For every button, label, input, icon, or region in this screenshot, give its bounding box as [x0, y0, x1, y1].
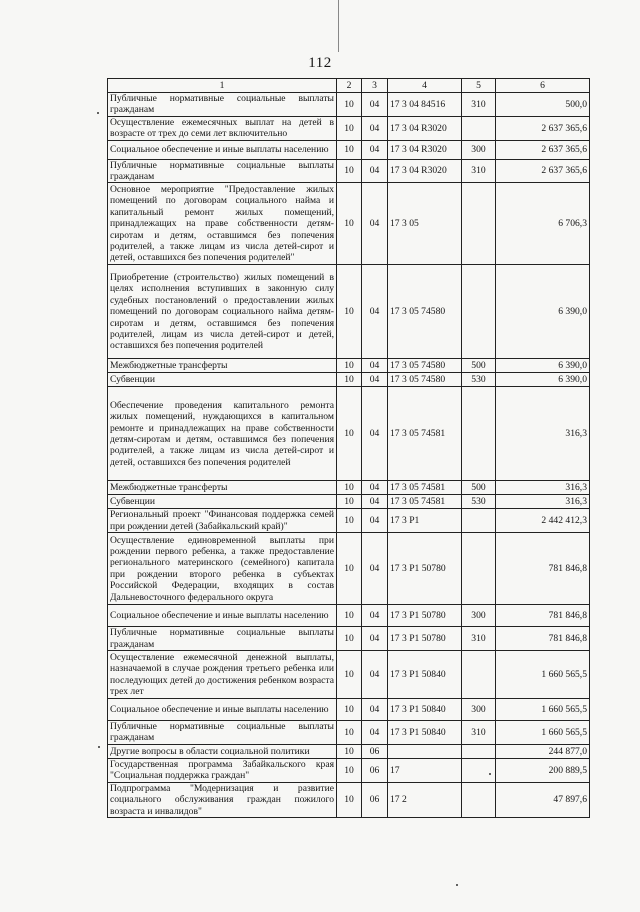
- row-subsection: 04: [362, 509, 388, 533]
- row-section: 10: [337, 387, 362, 481]
- table-header-row: [108, 79, 590, 93]
- row-expense-type: [462, 509, 496, 533]
- row-target-article: 17 3 P1 50840: [388, 651, 462, 699]
- row-amount: 500,0: [496, 93, 590, 117]
- row-subsection: 04: [362, 533, 388, 605]
- row-section: 10: [337, 140, 362, 159]
- row-subsection: 04: [362, 265, 388, 359]
- scan-speck: [456, 884, 458, 886]
- table-row: [108, 140, 590, 159]
- table-row: [108, 116, 590, 140]
- row-section: 10: [337, 359, 362, 373]
- row-subsection: 04: [362, 140, 388, 159]
- row-subsection: 06: [362, 758, 388, 782]
- table-row: [108, 183, 590, 265]
- row-name: Другие вопросы в области социальной политики: [108, 744, 337, 758]
- table-row: [108, 387, 590, 481]
- row-amount: 2 637 365,6: [496, 159, 590, 183]
- row-target-article: 17 3 05 74580: [388, 373, 462, 387]
- row-expense-type: [462, 387, 496, 481]
- row-name: Региональный проект "Финансовая поддержка семей при рождении детей (Забайкальский край)": [108, 509, 337, 533]
- table-row: [108, 359, 590, 373]
- row-name: Осуществление ежемесячной денежной выплаты, назначаемой в случае рождения третьего ребенка или последующих детей до достижения ребенком возраста трех лет: [108, 651, 337, 699]
- table-row: [108, 481, 590, 495]
- row-name: Публичные нормативные социальные выплаты гражданам: [108, 93, 337, 117]
- row-expense-type: 300: [462, 605, 496, 627]
- row-section: 10: [337, 533, 362, 605]
- row-subsection: 04: [362, 387, 388, 481]
- row-subsection: 04: [362, 183, 388, 265]
- row-amount: 316,3: [496, 481, 590, 495]
- scan-speck: [98, 746, 100, 748]
- row-name: Социальное обеспечение и иные выплаты населению: [108, 140, 337, 159]
- row-expense-type: 310: [462, 159, 496, 183]
- row-section: 10: [337, 183, 362, 265]
- row-expense-type: 300: [462, 140, 496, 159]
- row-target-article: 17 3 P1 50780: [388, 605, 462, 627]
- table-row: [108, 782, 590, 817]
- row-amount: 244 877,0: [496, 744, 590, 758]
- row-name: Обеспечение проведения капитального ремонта жилых помещений, нуждающихся в капитальном ремонте и принадлежащих на праве собственности детям-сиротам и детям, оставшимся без попечения родителей, а также лицам из числа детей-сирот и детей, оставшихся без попечения родителей: [108, 387, 337, 481]
- row-name: Субвенции: [108, 495, 337, 509]
- row-target-article: 17 3 04 R3020: [388, 140, 462, 159]
- row-section: 10: [337, 93, 362, 117]
- table-row: [108, 93, 590, 117]
- row-subsection: 04: [362, 699, 388, 721]
- table-row: [108, 265, 590, 359]
- row-expense-type: 530: [462, 495, 496, 509]
- row-name: Осуществление ежемесячных выплат на детей в возрасте от трех до семи лет включительно: [108, 116, 337, 140]
- page-number: 112: [308, 55, 332, 71]
- row-section: 10: [337, 509, 362, 533]
- row-subsection: 04: [362, 116, 388, 140]
- table-row: [108, 605, 590, 627]
- row-expense-type: [462, 183, 496, 265]
- table-row: [108, 627, 590, 651]
- row-amount: 781 846,8: [496, 533, 590, 605]
- row-section: 10: [337, 699, 362, 721]
- row-name: Подпрограмма "Модернизация и развитие социального обслуживания граждан пожилого возраста и инвалидов": [108, 782, 337, 817]
- row-name: Приобретение (строительство) жилых помещений в целях исполнения вступивших в законную силу судебных постановлений о предоставлении жилых помещений по договорам социального найма детям-сиротам и детям, оставшимся без попечения родителей, лицам из числа детей-сирот и детей, оставшихся без попечения родителей: [108, 265, 337, 359]
- row-amount: 1 660 565,5: [496, 721, 590, 745]
- row-amount: 2 637 365,6: [496, 140, 590, 159]
- row-section: 10: [337, 481, 362, 495]
- row-amount: 6 706,3: [496, 183, 590, 265]
- col-header-subsection: 3: [362, 79, 388, 93]
- table-row: [108, 533, 590, 605]
- row-expense-type: [462, 265, 496, 359]
- row-section: 10: [337, 651, 362, 699]
- row-name: Публичные нормативные социальные выплаты гражданам: [108, 627, 337, 651]
- row-target-article: 17: [388, 758, 462, 782]
- table-row: [108, 373, 590, 387]
- row-section: 10: [337, 605, 362, 627]
- row-subsection: 04: [362, 605, 388, 627]
- row-subsection: 04: [362, 651, 388, 699]
- row-subsection: 06: [362, 744, 388, 758]
- row-name: Основное мероприятие "Предоставление жилых помещений по договорам социального найма и капитальный ремонт жилых помещений, принадлежащих на праве собственности детям-сиротам и детям, оставшимся без попечения родителей, а также лицам из числа детей-сирот и детей, оставшихся без попечения родителей": [108, 183, 337, 265]
- row-target-article: 17 3 05 74580: [388, 359, 462, 373]
- row-target-article: 17 3 05 74580: [388, 265, 462, 359]
- row-target-article: [388, 744, 462, 758]
- row-expense-type: 530: [462, 373, 496, 387]
- row-expense-type: [462, 116, 496, 140]
- row-amount: 2 442 412,3: [496, 509, 590, 533]
- row-name: Осуществление единовременной выплаты при рождении первого ребенка, а также предоставление регионального материнского (семейного) капитала при рождении второго ребенка в субъектах Российской Федерации, входящих в состав Дальневосточного федерального округа: [108, 533, 337, 605]
- row-target-article: 17 3 P1 50840: [388, 721, 462, 745]
- row-expense-type: 300: [462, 699, 496, 721]
- row-target-article: 17 3 05 74581: [388, 387, 462, 481]
- row-subsection: 04: [362, 481, 388, 495]
- row-target-article: 17 2: [388, 782, 462, 817]
- row-section: 10: [337, 373, 362, 387]
- row-name: Государственная программа Забайкальского края "Социальная поддержка граждан": [108, 758, 337, 782]
- row-expense-type: [462, 744, 496, 758]
- table-row: [108, 651, 590, 699]
- row-target-article: 17 3 04 R3020: [388, 159, 462, 183]
- row-section: 10: [337, 265, 362, 359]
- row-subsection: 06: [362, 782, 388, 817]
- row-section: 10: [337, 627, 362, 651]
- row-expense-type: [462, 533, 496, 605]
- row-name: Социальное обеспечение и иные выплаты населению: [108, 605, 337, 627]
- row-amount: 6 390,0: [496, 373, 590, 387]
- table-row: [108, 699, 590, 721]
- row-amount: 2 637 365,6: [496, 116, 590, 140]
- row-amount: 1 660 565,5: [496, 699, 590, 721]
- scan-speck: [489, 773, 491, 775]
- col-header-amount: 6: [496, 79, 590, 93]
- row-expense-type: 310: [462, 721, 496, 745]
- table-row: [108, 159, 590, 183]
- row-name: Социальное обеспечение и иные выплаты населению: [108, 699, 337, 721]
- row-amount: 47 897,6: [496, 782, 590, 817]
- col-header-expense-type: 5: [462, 79, 496, 93]
- row-amount: 6 390,0: [496, 359, 590, 373]
- budget-table: [107, 78, 590, 818]
- row-target-article: 17 3 P1: [388, 509, 462, 533]
- row-expense-type: [462, 782, 496, 817]
- col-header-section: 2: [337, 79, 362, 93]
- row-amount: 316,3: [496, 387, 590, 481]
- row-amount: 781 846,8: [496, 605, 590, 627]
- table-row: [108, 509, 590, 533]
- row-section: 10: [337, 758, 362, 782]
- fold-line: [338, 0, 339, 52]
- row-target-article: 17 3 P1 50840: [388, 699, 462, 721]
- row-subsection: 04: [362, 495, 388, 509]
- row-target-article: 17 3 05: [388, 183, 462, 265]
- row-section: 10: [337, 116, 362, 140]
- table-row: [108, 495, 590, 509]
- row-expense-type: 310: [462, 627, 496, 651]
- row-section: 10: [337, 495, 362, 509]
- row-subsection: 04: [362, 721, 388, 745]
- row-name: Межбюджетные трансферты: [108, 481, 337, 495]
- row-name: Публичные нормативные социальные выплаты гражданам: [108, 721, 337, 745]
- row-section: 10: [337, 744, 362, 758]
- row-name: Межбюджетные трансферты: [108, 359, 337, 373]
- row-expense-type: [462, 758, 496, 782]
- scan-speck: [97, 112, 99, 114]
- row-target-article: 17 3 05 74581: [388, 481, 462, 495]
- row-expense-type: 500: [462, 359, 496, 373]
- row-target-article: 17 3 P1 50780: [388, 533, 462, 605]
- row-amount: 1 660 565,5: [496, 651, 590, 699]
- row-name: Субвенции: [108, 373, 337, 387]
- row-expense-type: 310: [462, 93, 496, 117]
- row-section: 10: [337, 782, 362, 817]
- table-row: [108, 758, 590, 782]
- row-amount: 200 889,5: [496, 758, 590, 782]
- row-amount: 316,3: [496, 495, 590, 509]
- row-subsection: 04: [362, 159, 388, 183]
- col-header-name: 1: [108, 79, 337, 93]
- row-section: 10: [337, 721, 362, 745]
- row-amount: 781 846,8: [496, 627, 590, 651]
- row-target-article: 17 3 05 74581: [388, 495, 462, 509]
- row-section: 10: [337, 159, 362, 183]
- row-target-article: 17 3 04 R3020: [388, 116, 462, 140]
- row-target-article: 17 3 P1 50780: [388, 627, 462, 651]
- row-subsection: 04: [362, 627, 388, 651]
- row-target-article: 17 3 04 84516: [388, 93, 462, 117]
- row-name: Публичные нормативные социальные выплаты гражданам: [108, 159, 337, 183]
- row-amount: 6 390,0: [496, 265, 590, 359]
- col-header-target-article: 4: [388, 79, 462, 93]
- row-expense-type: [462, 651, 496, 699]
- row-expense-type: 500: [462, 481, 496, 495]
- table-row: [108, 721, 590, 745]
- row-subsection: 04: [362, 93, 388, 117]
- table-row: [108, 744, 590, 758]
- row-subsection: 04: [362, 359, 388, 373]
- row-subsection: 04: [362, 373, 388, 387]
